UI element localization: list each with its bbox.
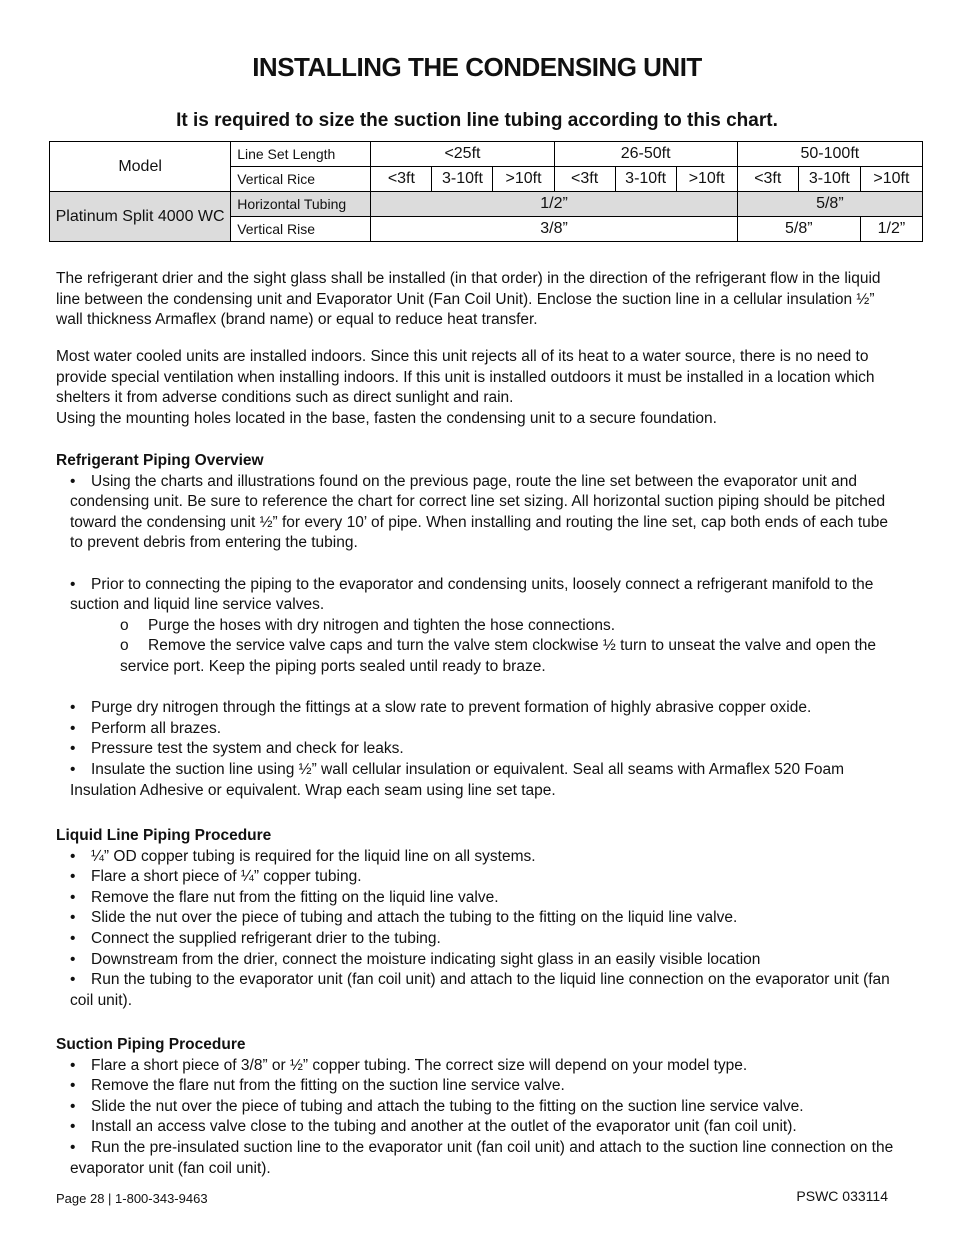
list-item: • Connect the supplied refrigerant drier to the tubing.: [70, 929, 441, 947]
list-item: • Downstream from the drier, connect the moisture indicating sight glass in an easily visible location: [70, 950, 761, 968]
paragraph: Most water cooled units are installed indoors. Since this unit rejects all of its heat to a water source, there is no need to provide special ventilation when installing indoors. If this unit is installed outdoors it must be installed in a location which shelters it from adverse conditions such as direct sunlight and rain. Using the mounting holes located in the base, fasten the condensing unit to a secure foundation.: [56, 348, 875, 427]
list-item: • Purge dry nitrogen through the fittings at a slow rate to prevent formation of highly abrasive copper oxide.: [70, 699, 812, 717]
sub-range-header: >10ft: [860, 167, 922, 192]
range-header: <25ft: [371, 142, 554, 167]
page-title: INSTALLING THE CONDENSING UNIT: [252, 52, 702, 82]
line-set-length-label: Line Set Length: [231, 142, 371, 167]
list-item: • Run the pre-insulated suction line to the evaporator unit (fan coil unit) and attach to the suction line connection on the evaporator unit (fan coil unit).: [70, 1138, 894, 1177]
table-cell: 5/8”: [737, 217, 860, 242]
table-caption: It is required to size the suction line tubing according to this chart.: [176, 110, 778, 131]
model-name: Platinum Split 4000 WC: [50, 192, 231, 242]
list-item: • ¼” OD copper tubing is required for the liquid line on all systems.: [70, 847, 536, 865]
paragraph: The refrigerant drier and the sight glass shall be installed (in that order) in the direction of the refrigerant flow in the liquid line between the condensing unit and Evaporator Unit (Fan Coil Unit). Enclose the suction line in a cellular insulation ½” wall thickness Armaflex (brand name) or equal to reduce heat transfer.: [56, 270, 881, 329]
list-item: • Slide the nut over the piece of tubing and attach the tubing to the fitting on the suction line service valve.: [70, 1097, 804, 1115]
refrigerant-section: [56, 451, 901, 801]
page-footer: Page 28 | 1-800-343-9463: [56, 1191, 208, 1206]
document-code: PSWC 033114: [796, 1188, 888, 1204]
range-header: 50-100ft: [737, 142, 922, 167]
list-item: • Perform all brazes.: [70, 719, 222, 737]
sub-range-header: <3ft: [737, 167, 798, 192]
horizontal-tubing-label: Horizontal Tubing: [231, 192, 371, 217]
list-item: • Remove the flare nut from the fitting on the liquid line valve.: [70, 888, 499, 906]
sub-range-header: 3-10ft: [432, 167, 493, 192]
table-cell: 1/2”: [860, 217, 922, 242]
list-item: • Pressure test the system and check for leaks.: [70, 740, 404, 758]
table-cell: 5/8”: [737, 192, 922, 217]
list-item: • Remove the flare nut from the fitting on the suction line service valve.: [70, 1077, 565, 1095]
section-heading: Liquid Line Piping Procedure: [56, 827, 272, 844]
sub-range-header: <3ft: [554, 167, 615, 192]
list-item: • Prior to connecting the piping to the evaporator and condensing units, loosely connect a refrigerant manifold to the suction and liquid line service valves.: [70, 575, 874, 614]
list-item: • Slide the nut over the piece of tubing and attach the tubing to the fitting on the liquid line valve.: [70, 909, 738, 927]
table-cell: 1/2”: [371, 192, 737, 217]
list-item: • Run the tubing to the evaporator unit (fan coil unit) and attach to the liquid line connection on the evaporator unit (fan coil unit).: [70, 971, 890, 1009]
section-heading: Refrigerant Piping Overview: [56, 452, 264, 469]
vertical-rise-label: Vertical Rise: [231, 217, 371, 242]
suction-line-sizing-table: [49, 141, 923, 242]
list-item: • Flare a short piece of 3/8” or ½” copper tubing. The correct size will depend on your model type.: [70, 1056, 748, 1074]
list-item: • Using the charts and illustrations found on the previous page, route the line set between the evaporator unit and condensing unit. Be sure to reference the chart for correct line set sizing. All horizontal suction piping should be pitched toward the condensing unit ½” for every 10’ of pipe. When installing and routing the line set, cap both ends of each tube to prevent debris from entering the tubing.: [70, 472, 889, 552]
range-header: 26-50ft: [554, 142, 737, 167]
liquid-line-section: [56, 826, 901, 1011]
sub-list-item: o Purge the hoses with dry nitrogen and tighten the hose connections.: [120, 616, 616, 634]
list-item: • Flare a short piece of ¼” copper tubing.: [70, 868, 362, 886]
list-item: • Insulate the suction line using ½” wall cellular insulation or equivalent. Seal all seams with Armaflex 520 Foam Insulation Adhesive or equivalent. Wrap each seam using line set tape.: [70, 760, 844, 799]
section-heading: Suction Piping Procedure: [56, 1036, 246, 1053]
sub-list-item: o Remove the service valve caps and turn the valve stem clockwise ½ turn to unseat the valve and open the service port. Keep the piping ports sealed until ready to braze.: [120, 637, 877, 675]
suction-section: [56, 1035, 901, 1179]
list-item: • Install an access valve close to the tubing and another at the outlet of the evaporator unit (fan coil unit).: [70, 1118, 797, 1136]
model-header: Model: [50, 142, 231, 192]
sub-range-header: >10ft: [676, 167, 737, 192]
vertical-rice-label: Vertical Rice: [231, 167, 371, 192]
sub-range-header: <3ft: [371, 167, 432, 192]
sub-range-header: 3-10ft: [798, 167, 860, 192]
table-cell: 3/8”: [371, 217, 737, 242]
sub-range-header: 3-10ft: [615, 167, 676, 192]
sub-range-header: >10ft: [493, 167, 554, 192]
